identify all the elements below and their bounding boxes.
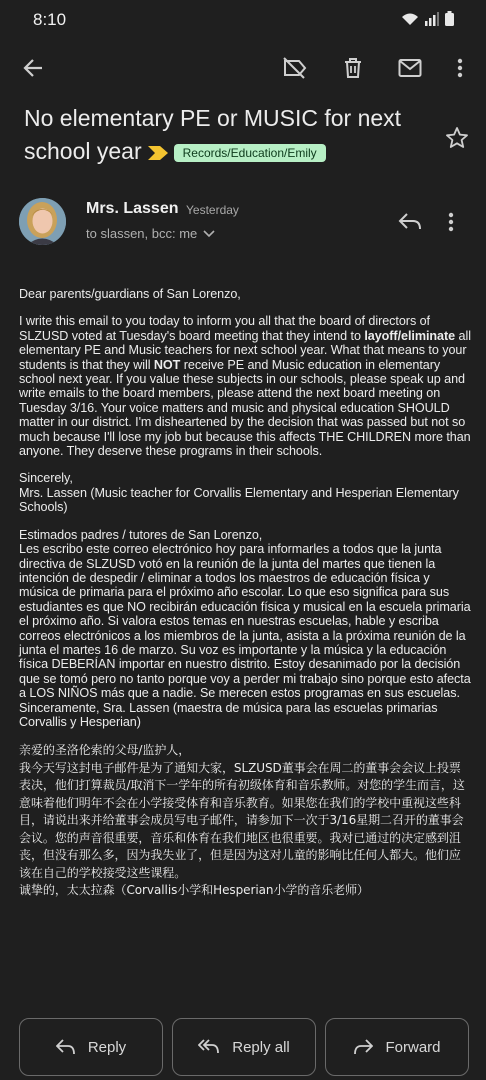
- subject-text: No elementary PE or MUSIC for next school year: [24, 105, 402, 164]
- sender-name[interactable]: Mrs. Lassen: [86, 200, 179, 217]
- status-time: 8:10: [33, 10, 67, 29]
- star-button[interactable]: [445, 126, 471, 152]
- action-bar: [19, 1018, 469, 1076]
- trash-icon: [343, 57, 363, 79]
- body-greeting: Dear parents/guardians of San Lorenzo,: [19, 287, 241, 301]
- importance-marker-icon[interactable]: [148, 146, 168, 160]
- wifi-icon: [401, 12, 419, 26]
- reply-label: Reply: [87, 1038, 127, 1056]
- email-body: [19, 287, 471, 913]
- star-icon: [445, 126, 469, 150]
- more-vert-icon: [448, 212, 454, 232]
- reply-button[interactable]: [19, 1018, 163, 1076]
- avatar[interactable]: [19, 198, 66, 245]
- body-text: I write this email to you today to inform you all that the board of directors of SLZUSD voted at Tuesday's board meeting that they intend to: [19, 314, 430, 343]
- forward-label: Forward: [385, 1038, 441, 1056]
- more-vert-icon: [457, 58, 463, 78]
- label-chip[interactable]: Records/Education/Emily: [174, 144, 326, 162]
- quick-reply-button[interactable]: [398, 212, 424, 234]
- subject-area: [24, 102, 424, 168]
- recipients-text: to slassen, bcc: me: [86, 226, 198, 241]
- avatar-photo: [19, 198, 66, 245]
- mail-icon: [398, 58, 422, 78]
- label-off-icon: [282, 57, 308, 79]
- more-options-button[interactable]: [444, 52, 476, 84]
- email-toolbar: [0, 46, 486, 90]
- back-button[interactable]: [17, 52, 49, 84]
- body-text: receive PE and Music education in elementary school next year. If you value these subjects in our schools, please speak up and write emails to the board members, please attend the next board meeting on Tuesday 3/16. Your voice matters and music and physical education SHOULD matter in our district. I'm disheartened by the decision that was passed but not so much because I'll lose my job but because this affects THE CHILDREN more than anyone. They deserve these programs in their schools.: [19, 357, 471, 459]
- reply-all-button[interactable]: [172, 1018, 316, 1076]
- reply-all-icon: [198, 1039, 220, 1055]
- delete-button[interactable]: [337, 52, 369, 84]
- forward-icon: [353, 1039, 373, 1055]
- message-more-button[interactable]: [448, 212, 468, 234]
- body-bold-text: layoff/eliminate: [364, 328, 456, 343]
- remove-label-button[interactable]: [279, 52, 311, 84]
- reply-icon: [398, 212, 422, 232]
- forward-button[interactable]: [325, 1018, 469, 1076]
- mark-unread-button[interactable]: [394, 52, 426, 84]
- body-bold-text: NOT: [153, 357, 181, 372]
- signal-icon: [425, 12, 439, 26]
- body-paragraph-zh: 亲爱的圣洛伦索的父母/监护人， 我今天写这封电子邮件是为了通知大家，SLZUSD董事会在周二的董事会会议上投票表决，他们打算裁员/取消下一学年的所有初级体育和音乐教师。对您的学生而言，这意味着他们明年不会在小学接受体育和音乐教育。如果您在我们的学校中重视这些科目，请说出来并给董事会成员写电子邮件，请参加下一次于3/16星期二召开的董事会会议。您的声音很重要，音乐和体育在我们地区也很重要。我对已通过的决定感到沮丧，但没有那么多，因为我失业了，但是因为这对儿童的影响比任何人都大。他们应该在自己的学校接受这些课程。 诚挚的，太太拉森（Corvallis小学和Hesperian小学的音乐老师）: [19, 743, 465, 898]
- body-paragraph-en: [19, 314, 471, 458]
- body-text: all elementary PE and Music teachers for next school year. What that means to your students is that they will: [19, 328, 471, 372]
- body-paragraph-es: Estimados padres / tutores de San Lorenzo, Les escribo este correo electrónico hoy para informarles a todos que la junta directiva de SLZUSD votó en la reunión de la junta del martes que tienen la intención de despedir / eliminar a todos los maestros de educación física y música de primaria para el próximo año escolar. Lo que eso significa para sus estudiantes es que NO recibirán educación física y musical en la escuela primaria el próximo año. Si valora estos temas en nuestras escuelas, hable y escriba correos electrónicos a los miembros de la junta, asista a la próxima reunión de la junta el martes 16 de marzo. Su voz es importante y la música y la educación física DEBERÍAN importar en nuestro distrito. Estoy desanimado por la decisión que se tomó pero no tanto porque voy a perder mi trabajo sino porque esto afecta a LOS NIÑOS más que a nadie. Se merecen estos programas en sus escuelas. Sinceramente, Sra. Lassen (maestra de música para las escuelas primarias Corvallis y Hesperian): [19, 527, 471, 729]
- reply-icon: [56, 1039, 76, 1055]
- battery-icon: [445, 11, 454, 26]
- reply-all-label: Reply all: [232, 1038, 290, 1056]
- back-arrow-icon: [22, 57, 44, 79]
- body-signature-en: Sincerely, Mrs. Lassen (Music teacher for Corvallis Elementary and Hesperian Elementary Schools): [19, 471, 459, 515]
- system-icons: [401, 11, 454, 26]
- chevron-down-icon: [203, 230, 215, 238]
- recipients-toggle[interactable]: [86, 226, 215, 241]
- email-date: Yesterday: [186, 203, 239, 217]
- status-bar: [0, 0, 486, 40]
- sender-header: [0, 198, 486, 252]
- email-subject: [24, 102, 424, 168]
